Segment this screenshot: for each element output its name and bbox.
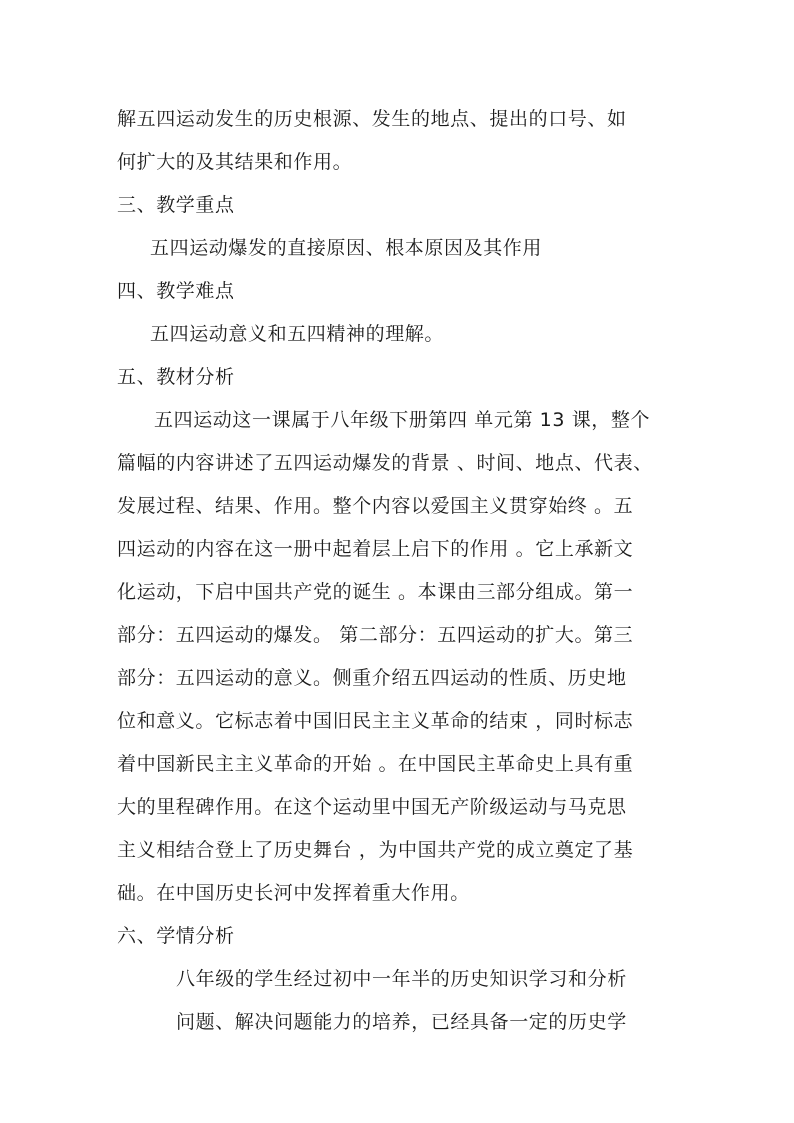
- body-text-line: 五四运动爆发的直接原因、根本原因及其作用: [150, 237, 543, 259]
- body-text-line: 问题、解决问题能力的培养，已经具备一定的历史学: [176, 1011, 627, 1033]
- body-text-line: 部分：五四运动的爆发。 第二部分：五四运动的扩大。第三: [117, 624, 634, 646]
- body-text-line: 化运动，下启中国共产党的诞生 。本课由三部分组成。第一: [117, 581, 634, 603]
- body-text-line: 八年级的学生经过初中一年半的历史知识学习和分析: [176, 968, 627, 990]
- body-text-line: 大的里程碑作用。在这个运动里中国无产阶级运动与马克思: [117, 796, 627, 818]
- body-text-line: 四运动的内容在这一册中起着层上启下的作用 。它上承新文: [117, 538, 634, 560]
- section-heading: 三、教学重点: [117, 194, 235, 216]
- section-heading: 五、教材分析: [117, 366, 235, 388]
- body-text-line: 何扩大的及其结果和作用。: [117, 151, 353, 173]
- body-text-line: 五四运动这一课属于八年级下册第四 单元第 13 课，整个: [154, 409, 651, 431]
- body-text-line: 发展过程、结果、作用。整个内容以爱国主义贯穿始终 。五: [117, 495, 634, 517]
- body-text-line: 位和意义。它标志着中国旧民主主义革命的结束 ，同时标志: [117, 710, 634, 732]
- body-text-line: 解五四运动发生的历史根源、发生的地点、提出的口号、如: [117, 108, 627, 130]
- body-text-line: 部分：五四运动的意义。侧重介绍五四运动的性质、历史地: [117, 667, 627, 689]
- body-text-line: 础。在中国历史长河中发挥着重大作用。: [117, 882, 470, 904]
- body-text-line: 着中国新民主主义革命的开始 。在中国民主革命史上具有重: [117, 753, 634, 775]
- body-text-line: 篇幅的内容讲述了五四运动爆发的背景 、时间、地点、代表、: [117, 452, 653, 474]
- section-heading: 六、学情分析: [117, 925, 235, 947]
- section-heading: 四、教学难点: [117, 280, 235, 302]
- body-text-line: 主义相结合登上了历史舞台 ，为中国共产党的成立奠定了基: [117, 839, 634, 861]
- body-text-line: 五四运动意义和五四精神的理解。: [150, 323, 445, 345]
